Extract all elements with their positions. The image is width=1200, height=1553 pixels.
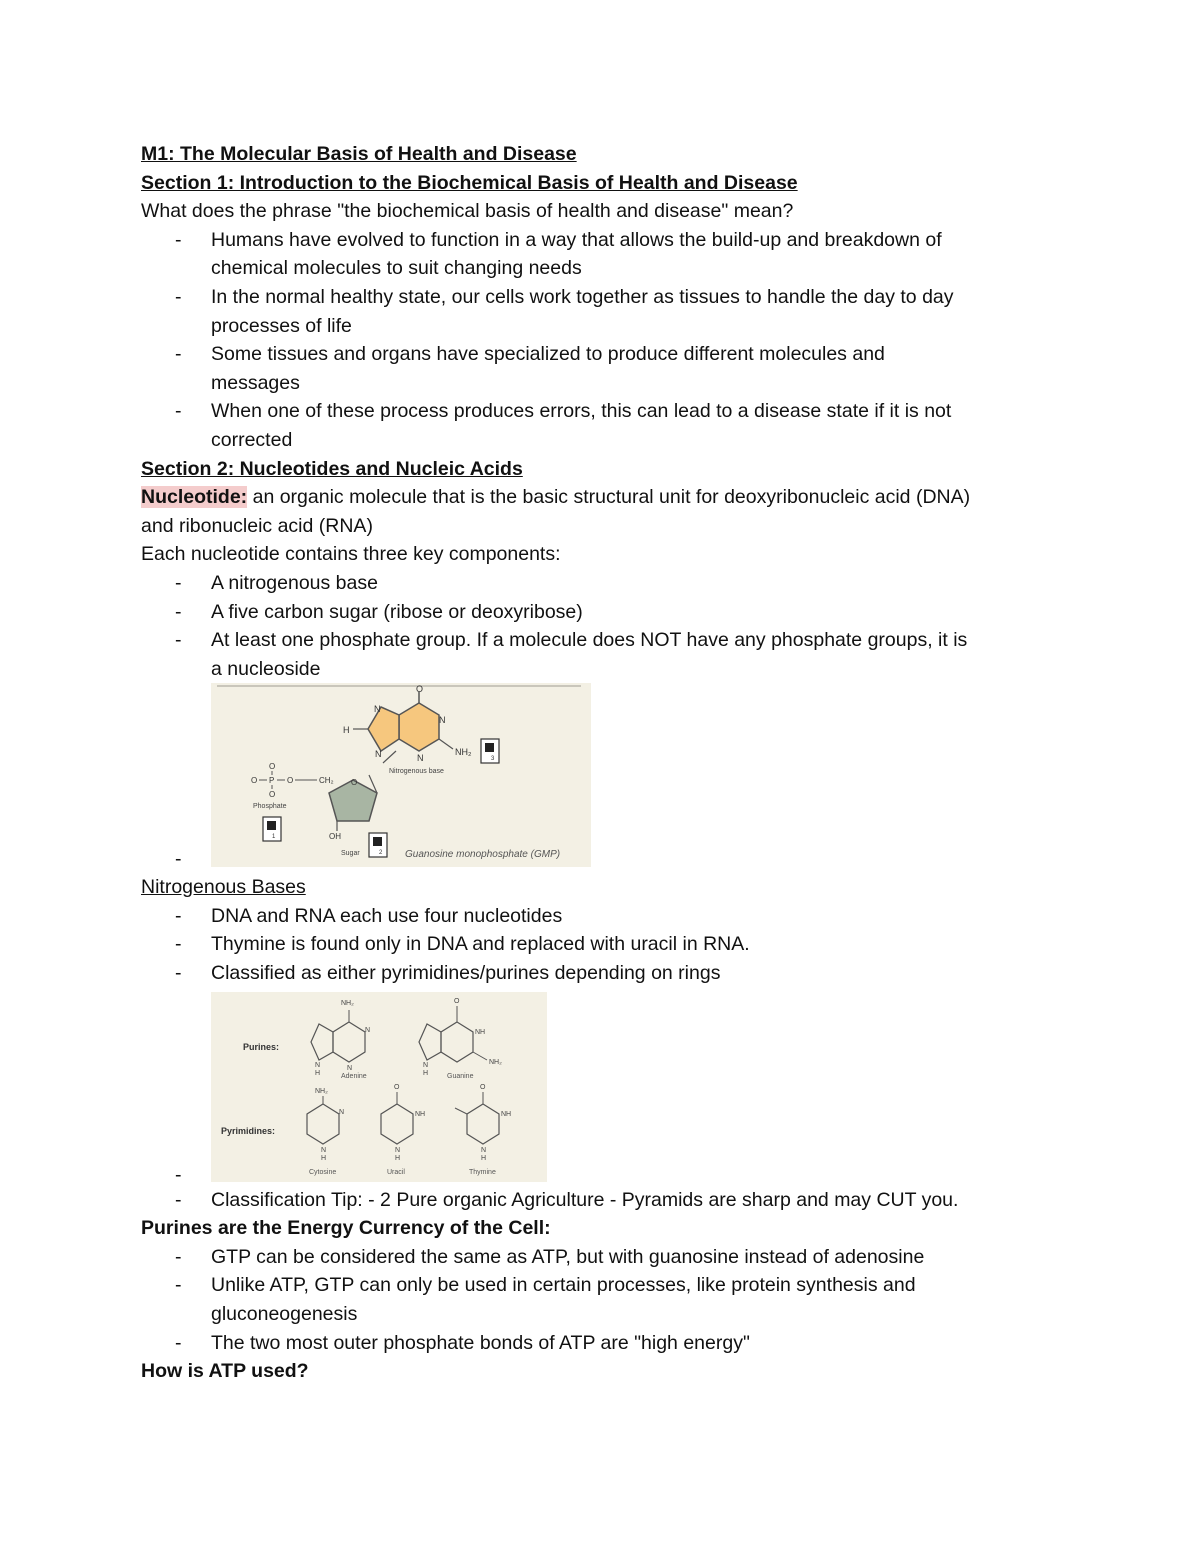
- svg-text:O: O: [287, 776, 294, 786]
- bullet-dash: -: [175, 1164, 182, 1187]
- guanine-label: Guanine: [447, 1072, 474, 1080]
- svg-text:O: O: [480, 1083, 486, 1091]
- nucleotide-definition: Nucleotide: an organic molecule that is the basic structural unit for deoxyribonucleic acid (DNA): [141, 486, 971, 509]
- section-1-question: What does the phrase "the biochemical basis of health and disease" mean?: [141, 200, 794, 223]
- svg-text:2: 2: [379, 850, 383, 857]
- list-item: - Classification Tip: - 2 Pure organic Agriculture - Pyramids are sharp and may CUT you.: [141, 1186, 1071, 1215]
- svg-text:N: N: [347, 1064, 353, 1072]
- purines-label: Purines:: [243, 1041, 280, 1052]
- classification-tip: Classification Tip: - 2 Pure organic Agriculture - Pyramids are sharp and may CUT you.: [211, 1188, 959, 1211]
- gmp-figure-row: [141, 683, 1071, 869]
- list-item: - Classified as either pyrimidines/purines depending on rings: [175, 962, 721, 985]
- adenine-label: Adenine: [341, 1072, 367, 1080]
- thymine-label: Thymine: [469, 1168, 496, 1176]
- gmp-caption: Guanosine monophosphate (GMP): [405, 849, 561, 861]
- nucleotide-definition-cont: and ribonucleic acid (RNA): [141, 514, 373, 537]
- section-1-heading: Section 1: Introduction to the Biochemical Basis of Health and Disease: [141, 171, 798, 194]
- section-2-heading: Section 2: Nucleotides and Nucleic Acids: [141, 457, 523, 480]
- svg-text:N: N: [315, 1061, 321, 1069]
- svg-text:H: H: [481, 1154, 487, 1162]
- svg-text:H: H: [423, 1069, 429, 1077]
- svg-text:NH₂: NH₂: [341, 999, 354, 1007]
- purines-energy-heading: Purines are the Energy Currency of the Cell:: [141, 1217, 551, 1240]
- list-item: - In the normal healthy state, our cells work together as tissues to handle the day to day processes of life: [141, 283, 1071, 340]
- svg-text:N: N: [375, 749, 382, 760]
- list-item: - The two most outer phosphate bonds of ATP are "high energy": [175, 1331, 750, 1354]
- svg-text:NH₂: NH₂: [455, 747, 472, 758]
- svg-text:O: O: [416, 684, 424, 695]
- gmp-structure-image: [211, 683, 591, 867]
- list-item: - At least one phosphate group. If a molecule does NOT have any phosphate groups, it is a nucleoside: [175, 629, 968, 680]
- svg-text:NH: NH: [475, 1028, 486, 1036]
- nucleotide-term: Nucleotide:: [141, 486, 248, 509]
- phosphate-label: Phosphate: [253, 803, 287, 811]
- list-item: - Unlike ATP, GTP can only be used in certain processes, like protein synthesis and gluconeogenesis: [175, 1274, 916, 1326]
- svg-text:O: O: [394, 1083, 400, 1091]
- document-title: M1: The Molecular Basis of Health and Disease: [141, 143, 577, 165]
- svg-text:O: O: [351, 778, 358, 788]
- svg-text:O: O: [251, 776, 258, 786]
- list-item: - Some tissues and organs have specialized to produce different molecules and messages: [141, 340, 1071, 397]
- svg-text:N: N: [439, 715, 446, 726]
- svg-text:H: H: [315, 1069, 321, 1077]
- svg-text:N: N: [365, 1026, 371, 1034]
- svg-text:NH: NH: [415, 1110, 426, 1118]
- bullet-dash: -: [175, 847, 182, 870]
- svg-text:3: 3: [491, 756, 495, 763]
- svg-text:NH₂: NH₂: [489, 1058, 502, 1066]
- bullet-dash: -: [175, 285, 182, 308]
- nitrogenous-bases-heading: Nitrogenous Bases: [141, 876, 306, 899]
- svg-text:NH₂: NH₂: [315, 1087, 328, 1095]
- bullet-dash: -: [175, 228, 182, 251]
- purines-pyrimidines-image: [211, 992, 547, 1182]
- svg-text:O: O: [269, 790, 276, 800]
- pyrimidines-label: Pyrimidines:: [221, 1125, 276, 1136]
- bullet-dash: -: [175, 343, 182, 366]
- svg-text:1: 1: [272, 834, 276, 841]
- svg-text:H: H: [343, 725, 350, 736]
- svg-text:N: N: [395, 1146, 401, 1154]
- list-item: - A nitrogenous base: [175, 571, 378, 594]
- svg-text:H: H: [321, 1154, 327, 1162]
- svg-text:N: N: [321, 1146, 327, 1154]
- svg-text:CH₂: CH₂: [319, 776, 334, 786]
- svg-text:N: N: [374, 704, 381, 715]
- svg-text:N: N: [481, 1146, 487, 1154]
- atp-heading: How is ATP used?: [141, 1360, 309, 1383]
- list-item: - GTP can be considered the same as ATP, but with guanosine instead of adenosine: [175, 1245, 925, 1268]
- document-page: [141, 140, 1071, 1386]
- svg-text:NH: NH: [501, 1110, 512, 1118]
- list-item: - DNA and RNA each use four nucleotides: [175, 904, 563, 927]
- svg-text:O: O: [454, 997, 460, 1005]
- svg-text:N: N: [417, 753, 424, 764]
- svg-text:N: N: [423, 1061, 429, 1069]
- sugar-label: Sugar: [341, 850, 360, 858]
- svg-text:OH: OH: [329, 832, 341, 842]
- svg-text:N: N: [339, 1108, 345, 1116]
- list-item: - When one of these process produces errors, this can lead to a disease state if it is not corrected: [141, 397, 1071, 454]
- list-item: - A five carbon sugar (ribose or deoxyribose): [175, 600, 583, 623]
- svg-text:H: H: [395, 1154, 401, 1162]
- bullet-dash: -: [175, 400, 182, 423]
- uracil-label: Uracil: [387, 1168, 405, 1176]
- svg-text:O: O: [269, 762, 276, 772]
- nitrogenous-base-label: Nitrogenous base: [389, 768, 444, 776]
- components-intro: Each nucleotide contains three key components:: [141, 543, 561, 566]
- svg-text:P: P: [269, 776, 275, 786]
- bases-figure-row: [141, 992, 1071, 1186]
- cytosine-label: Cytosine: [309, 1168, 337, 1176]
- list-item: - Thymine is found only in DNA and replaced with uracil in RNA.: [175, 933, 750, 956]
- list-item: - Humans have evolved to function in a way that allows the build-up and breakdown of chemical molecules to suit changing needs: [141, 226, 1071, 283]
